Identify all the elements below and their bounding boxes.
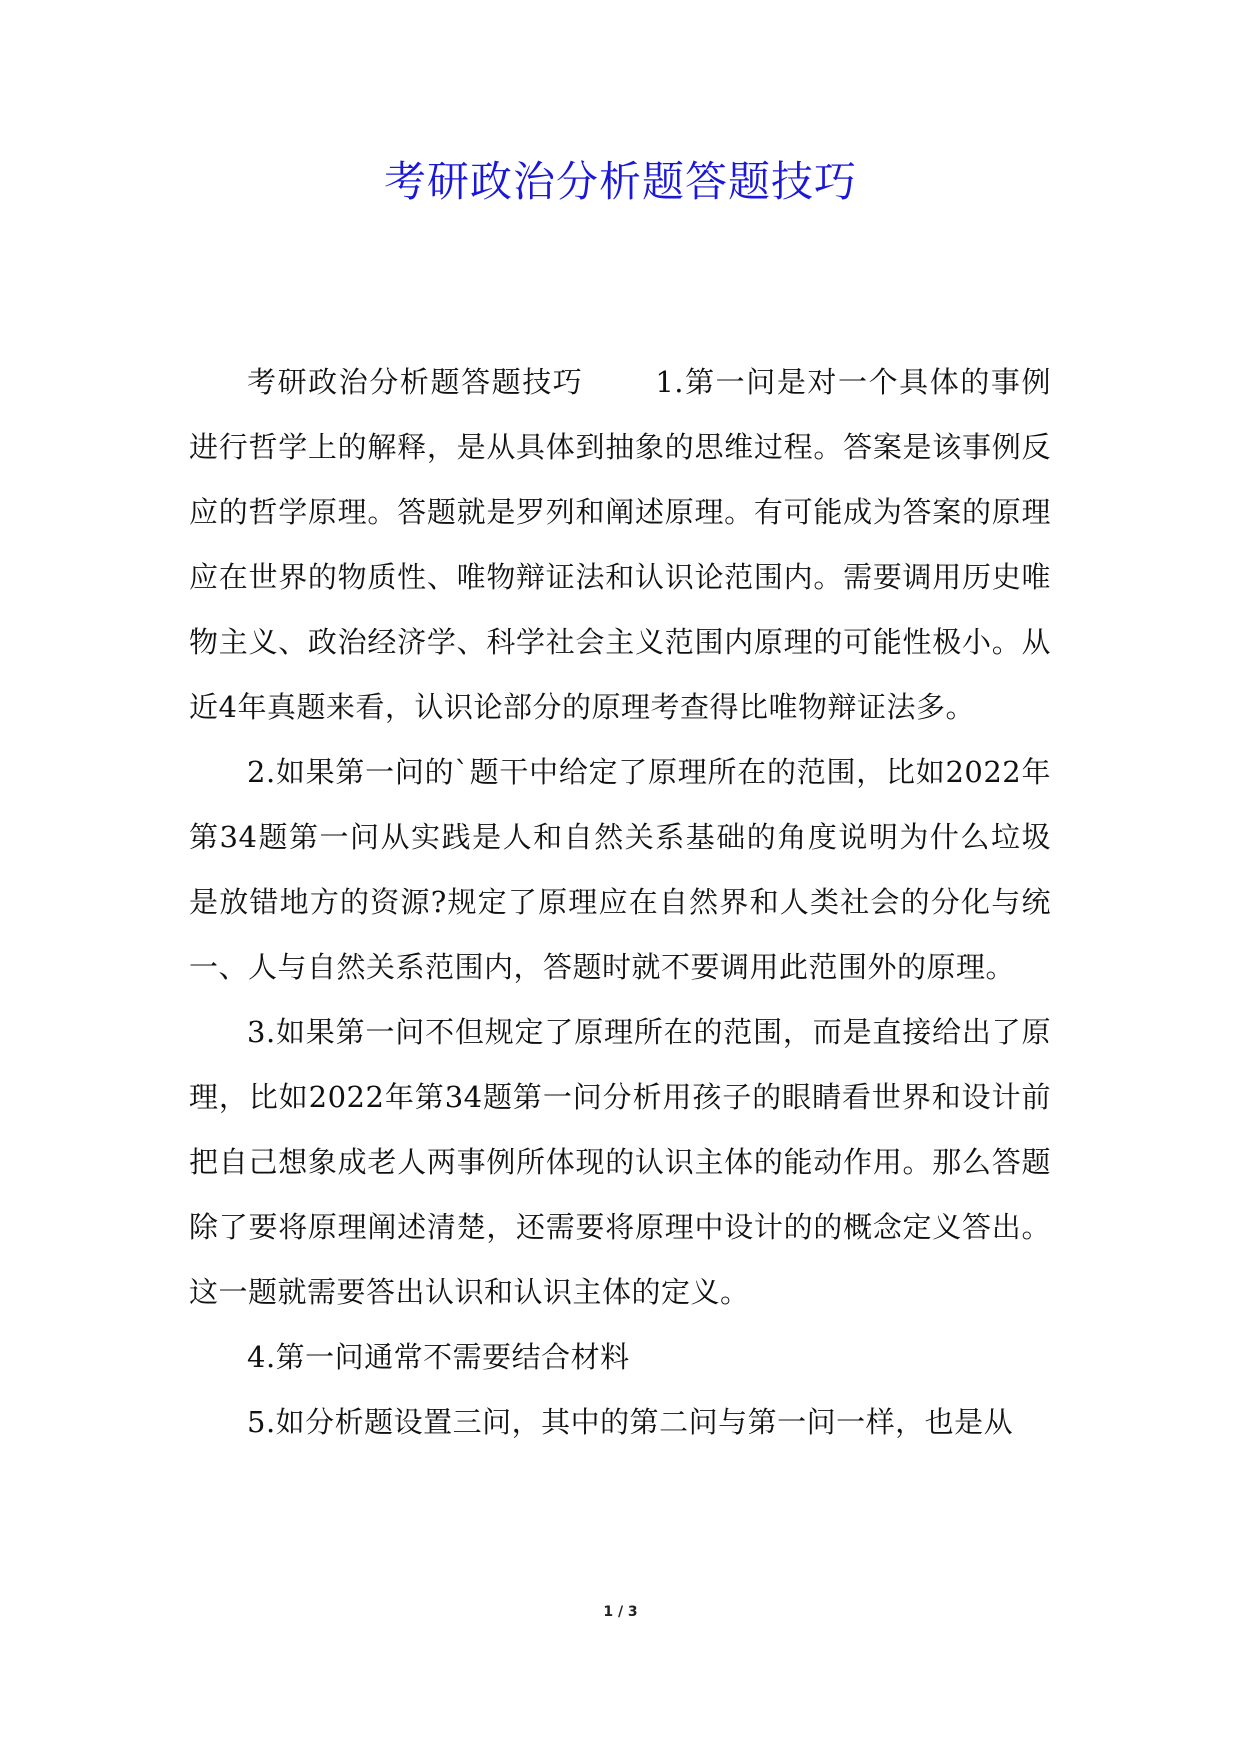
paragraph-4: 4.第一问通常不需要结合材料 xyxy=(247,1340,630,1374)
page-number: 1 / 3 xyxy=(603,1604,638,1620)
paragraph-1: 考研政治分析题答题技巧 1.第一问是对一个具体的事例进行哲学上的解释，是从具体到抽象的思维过程。答案是该事例反应的哲学原理。答题就是罗列和阐述原理。有可能成为答案的原理应在世界的物质性、唯物辩证法和认识论范围内。需要调用历史唯物主义、政治经济学、科学社会主义范围内原理的可能性极小。从近4年真题来看，认识论部分的原理考查得比唯物辩证法多。 xyxy=(189,365,1051,724)
document-body xyxy=(189,350,1051,1455)
paragraph-5: 5.如分析题设置三问，其中的第二问与第一问一样，也是从 xyxy=(247,1405,1014,1439)
paragraph-3: 3.如果第一问不但规定了原理所在的范围，而是直接给出了原理，比如2022年第34题第一问分析用孩子的眼睛看世界和设计前把自己想象成老人两事例所体现的认识主体的能动作用。那么答题除了要将原理阐述清楚，还需要将原理中设计的的概念定义答出。这一题就需要答出认识和认识主体的定义。 xyxy=(189,1015,1051,1309)
paragraph-2: 2.如果第一问的`题干中给定了原理所在的范围，比如2022年第34题第一问从实践是人和自然关系基础的角度说明为什么垃圾是放错地方的资源?规定了原理应在自然界和人类社会的分化与统一、人与自然关系范围内，答题时就不要调用此范围外的原理。 xyxy=(189,755,1051,984)
document-title: 考研政治分析题答题技巧 xyxy=(383,157,857,206)
